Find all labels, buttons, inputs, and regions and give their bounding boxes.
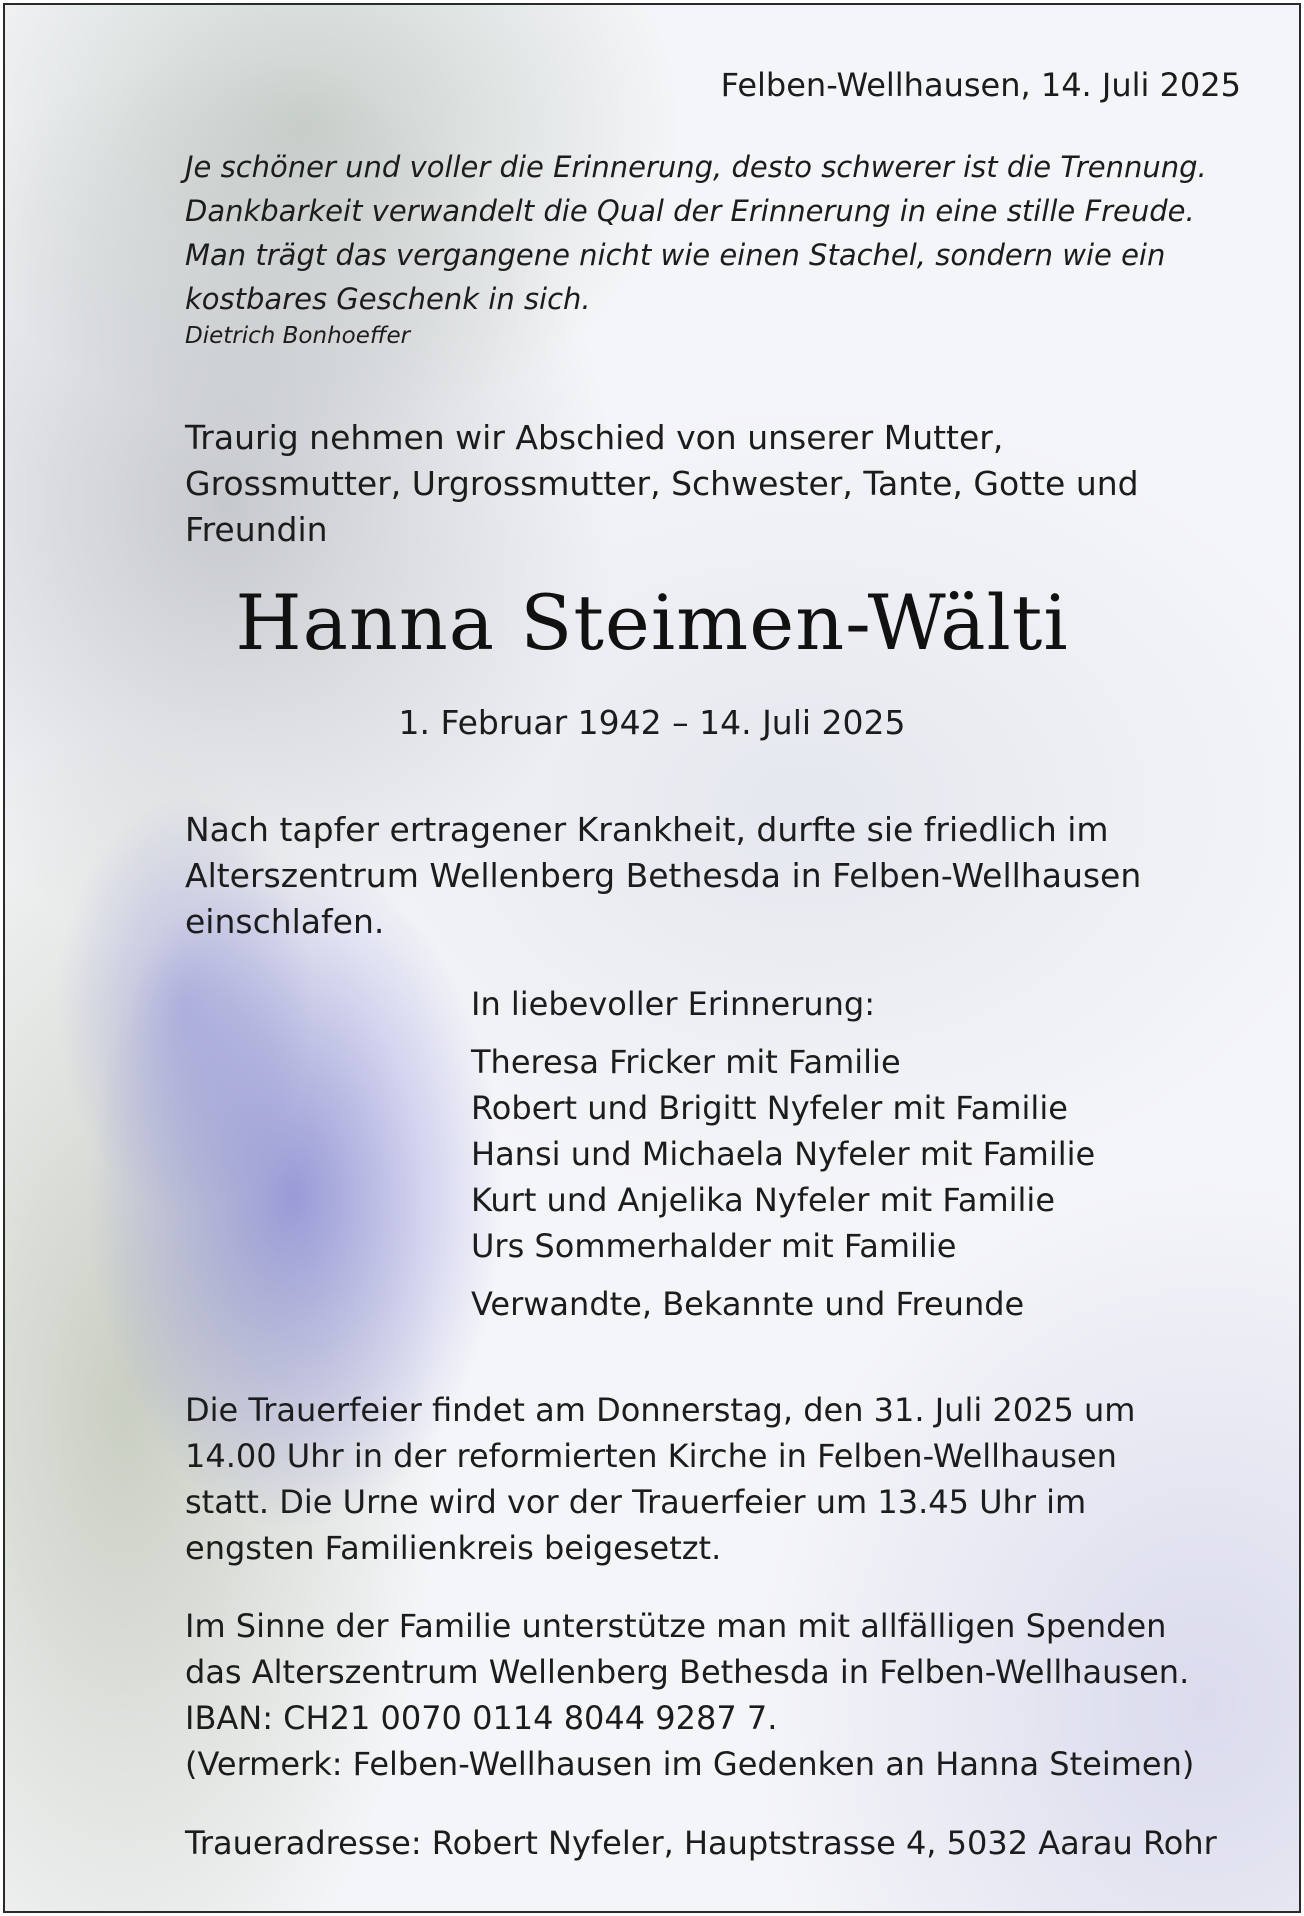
mourners-heading: In liebevoller Erinnerung: bbox=[471, 985, 875, 1023]
passing-line: Alterszentrum Wellenberg Bethesda in Felben-Wellhausen bbox=[185, 856, 1142, 895]
intro-line: Grossmutter, Urgrossmutter, Schwester, Tante, Gotte und bbox=[185, 464, 1139, 503]
life-dates: 1. Februar 1942 – 14. Juli 2025 bbox=[398, 703, 906, 742]
ceremony-line: engsten Familienkreis beigesetzt. bbox=[185, 1529, 722, 1567]
quote-line: Dankbarkeit verwandelt die Qual der Erinnerung in eine stille Freude. bbox=[185, 194, 1195, 228]
donation-line: das Alterszentrum Wellenberg Bethesda in Felben-Wellhausen. bbox=[185, 1653, 1190, 1691]
mourning-address: Traueradresse: Robert Nyfeler, Hauptstrasse 4, 5032 Aarau Rohr bbox=[185, 1824, 1217, 1862]
quote-line: Je schöner und voller die Erinnerung, desto schwerer ist die Trennung. bbox=[185, 150, 1207, 184]
donation-line: Im Sinne der Familie unterstütze man mit allfälligen Spenden bbox=[185, 1607, 1167, 1645]
quote-author: Dietrich Bonhoeffer bbox=[185, 323, 411, 349]
mourner-entry: Theresa Fricker mit Familie bbox=[471, 1043, 901, 1081]
intro-line: Freundin bbox=[185, 510, 328, 549]
ceremony-line: statt. Die Urne wird vor der Trauerfeier um 13.45 Uhr im bbox=[185, 1483, 1087, 1521]
mourner-entry: Urs Sommerhalder mit Familie bbox=[471, 1227, 957, 1265]
place-date: Felben-Wellhausen, 14. Juli 2025 bbox=[720, 66, 1241, 104]
mourners-list bbox=[471, 981, 1095, 1327]
quote-line: kostbares Geschenk in sich. bbox=[185, 282, 591, 316]
mourner-entry: Robert und Brigitt Nyfeler mit Familie bbox=[471, 1089, 1068, 1127]
mourner-others: Verwandte, Bekannte und Freunde bbox=[471, 1285, 1025, 1323]
deceased-name: Hanna Steimen-Wälti bbox=[235, 578, 1069, 667]
passing-line: Nach tapfer ertragener Krankheit, durfte sie friedlich im bbox=[185, 810, 1109, 849]
ceremony-line: 14.00 Uhr in der reformierten Kirche in Felben-Wellhausen bbox=[185, 1437, 1117, 1475]
passing-line: einschlafen. bbox=[185, 902, 385, 941]
mourner-entry: Kurt und Anjelika Nyfeler mit Familie bbox=[471, 1181, 1055, 1219]
obituary-notice bbox=[3, 3, 1301, 1913]
mourner-entry: Hansi und Michaela Nyfeler mit Familie bbox=[471, 1135, 1096, 1173]
donation-iban: IBAN: CH21 0070 0114 8044 9287 7. bbox=[185, 1699, 778, 1737]
ceremony-line: Die Trauerfeier findet am Donnerstag, den 31. Juli 2025 um bbox=[185, 1391, 1136, 1429]
quote-line: Man trägt das vergangene nicht wie einen Stachel, sondern wie ein bbox=[185, 238, 1166, 272]
intro-text bbox=[185, 415, 1139, 553]
quote bbox=[185, 145, 1207, 321]
ceremony-info bbox=[185, 1387, 1135, 1571]
donation-info bbox=[185, 1603, 1194, 1787]
intro-line: Traurig nehmen wir Abschied von unserer Mutter, bbox=[185, 418, 1004, 457]
donation-line: (Vermerk: Felben-Wellhausen im Gedenken an Hanna Steimen) bbox=[185, 1745, 1195, 1783]
passing-text bbox=[185, 807, 1141, 945]
